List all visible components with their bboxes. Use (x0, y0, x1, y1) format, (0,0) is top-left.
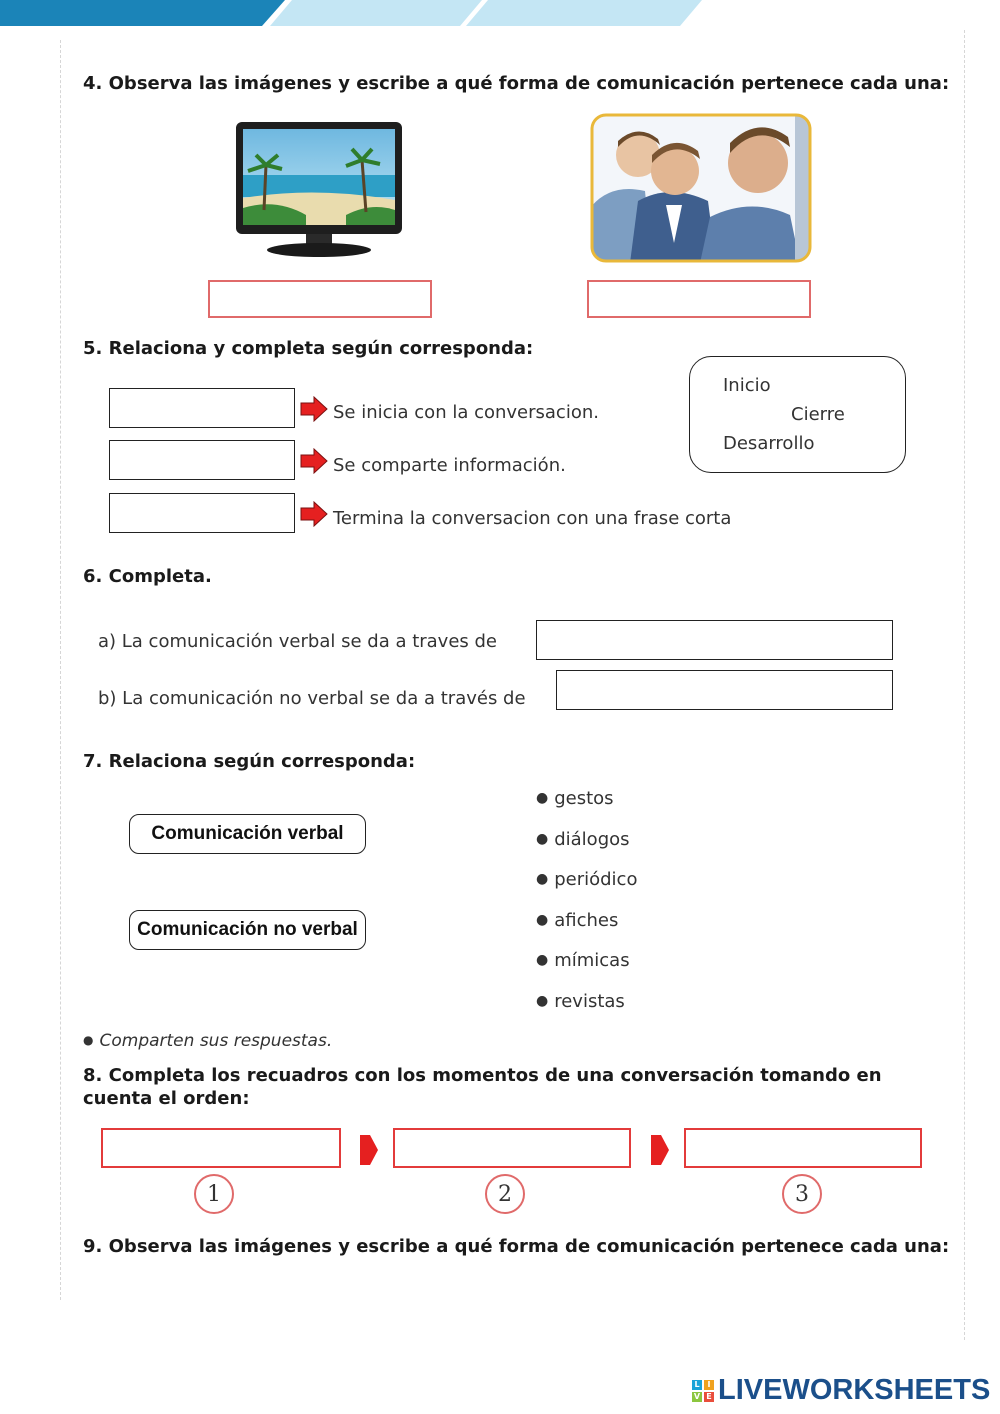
share-note-text: Comparten sus respuestas. (99, 1031, 333, 1051)
q4-answer-box-1[interactable] (208, 280, 432, 318)
q7-item-mimicas[interactable]: ● mímicas (536, 950, 630, 971)
verbal-communication-box[interactable]: Comunicación verbal (129, 814, 366, 854)
q6-answer-box-a[interactable] (536, 620, 893, 660)
q6-title: 6. Completa. (83, 566, 212, 587)
arrow-right-icon (300, 501, 328, 527)
q6-statement-b: b) La comunicación no verbal se da a través de (98, 688, 526, 709)
logo-tile-v: V (693, 1391, 701, 1401)
q7-item-periodico[interactable]: ● periódico (536, 869, 637, 890)
logo-tile-l: L (692, 1380, 702, 1390)
step-number-2: 2 (485, 1174, 525, 1214)
bullet-icon: ● (83, 1033, 94, 1047)
liveworksheets-logo-icon (692, 1380, 714, 1402)
arrow-right-icon (300, 396, 328, 422)
q7-item-gestos[interactable]: ● gestos (536, 788, 614, 809)
logo-tile-e: E (704, 1392, 714, 1402)
q5-answer-box-1[interactable] (109, 388, 295, 428)
share-note (83, 1031, 332, 1051)
step-number-1: 1 (194, 1174, 234, 1214)
arrow-right-icon (358, 1133, 380, 1167)
q5-statement-3: Termina la conversacion con una frase corta (333, 508, 732, 529)
q4-title: 4. Observa las imágenes y escribe a qué forma de comunicación pertenece cada una: (83, 73, 950, 94)
left-margin-line (60, 40, 61, 1300)
arrow-right-icon (300, 448, 328, 474)
step-number-3: 3 (782, 1174, 822, 1214)
q5-statement-2: Se comparte información. (333, 455, 566, 476)
q4-answer-box-2[interactable] (587, 280, 811, 318)
logo-tile-i: I (704, 1380, 714, 1390)
q5-option-desarrollo: Desarrollo (723, 433, 815, 454)
q6-statement-a: a) La comunicación verbal se da a traves de (98, 631, 498, 652)
q8-answer-box-1[interactable] (101, 1128, 341, 1168)
q9-title: 9. Observa las imágenes y escribe a qué forma de comunicación pertenece cada una: (83, 1236, 950, 1257)
right-margin-line (964, 30, 965, 1340)
q5-statement-1: Se inicia con la conversacion. (333, 402, 599, 423)
q8-title: 8. Completa los recuadros con los momentos de una conversación tomando en cuenta el orden: (83, 1065, 882, 1109)
q5-answer-box-2[interactable] (109, 440, 295, 480)
nonverbal-communication-box[interactable]: Comunicación no verbal (129, 910, 366, 950)
q5-option-inicio: Inicio (723, 375, 771, 396)
q8-answer-box-2[interactable] (393, 1128, 631, 1168)
q7-item-revistas[interactable]: ● revistas (536, 991, 625, 1012)
tv-monitor-image (236, 120, 402, 258)
q5-answer-box-3[interactable] (109, 493, 295, 533)
liveworksheets-logo (692, 1374, 990, 1407)
q7-item-afiches[interactable]: ● afiches (536, 910, 618, 931)
q5-option-cierre: Cierre (791, 404, 845, 425)
q8-answer-box-3[interactable] (684, 1128, 922, 1168)
arrow-right-icon (649, 1133, 671, 1167)
header-banner (0, 0, 1000, 28)
liveworksheets-brand: LIVEWORKSHEETS (718, 1374, 991, 1406)
q5-title: 5. Relaciona y completa según corresponda: (83, 338, 534, 359)
q7-title: 7. Relaciona según corresponda: (83, 751, 416, 772)
q6-answer-box-b[interactable] (556, 670, 893, 710)
q7-item-dialogos[interactable]: ● diálogos (536, 829, 630, 850)
business-people-image (590, 113, 812, 263)
